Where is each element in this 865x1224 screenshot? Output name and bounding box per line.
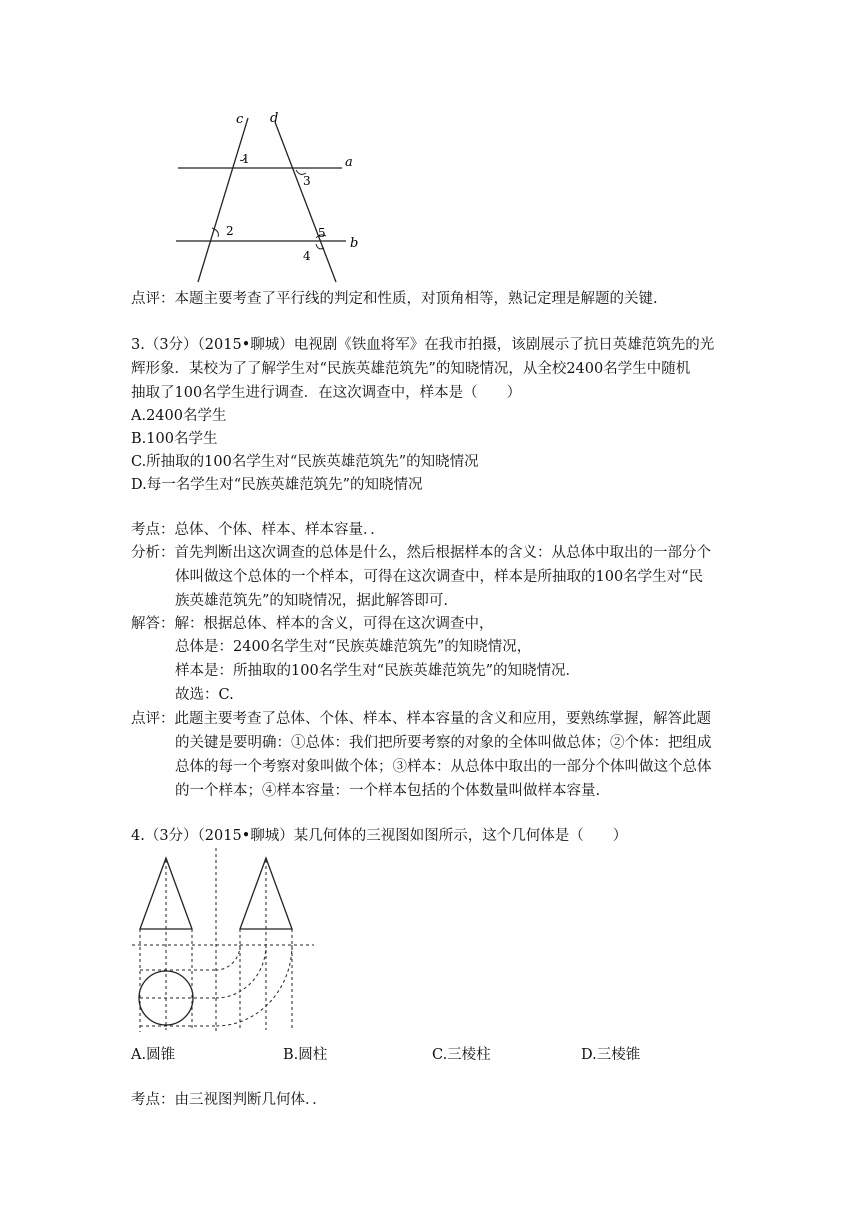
q3-jieda-4: 故选：C. <box>175 687 234 703</box>
parallel-lines-figure <box>170 104 370 288</box>
q3-option-c: C.所抽取的100名学生对“民族英雄范筑先”的知晓情况 <box>131 454 479 470</box>
q4-option-d: D.三棱锥 <box>581 1047 641 1063</box>
q4-option-b: B.圆柱 <box>283 1047 328 1063</box>
label-d: d <box>270 111 279 126</box>
q3-stem-1: 3.（3分）（2015•聊城）电视剧《铁血将军》在我市拍摄，该剧展示了抗日英雄范筑先的光 <box>131 337 715 353</box>
q4-stem: 4.（3分）（2015•聊城）某几何体的三视图如图所示，这个几何体是（ ） <box>131 828 628 844</box>
q3-fenxi-3: 族英雄范筑先”的知晓情况，据此解答即可. <box>175 593 449 609</box>
three-view-svg <box>128 844 318 1034</box>
label-2: 2 <box>226 224 234 238</box>
q3-option-d: D.每一名学生对“民族英雄范筑先”的知晓情况 <box>131 477 423 493</box>
label-a: a <box>345 155 353 170</box>
q3-option-b: B.100名学生 <box>131 431 218 447</box>
label-3: 3 <box>303 174 311 188</box>
label-1: 1 <box>242 152 250 166</box>
q3-stem-2: 辉形象．某校为了了解学生对“民族英雄范筑先”的知晓情况，从全校2400名学生中随机 <box>131 361 691 377</box>
label-b: b <box>350 236 359 251</box>
q3-dianping-2: 的关键是要明确：①总体：我们把所要考察的对象的全体叫做总体；②个体：把组成 <box>175 735 712 751</box>
q4-kaodian: 考点：由三视图判断几何体．． <box>131 1092 327 1108</box>
q2-comment: 点评：本题主要考查了平行线的判定和性质，对顶角相等，熟记定理是解题的关键. <box>131 291 658 307</box>
q3-jieda-1: 解答：解：根据总体、样本的含义，可得在这次调查中， <box>131 616 494 632</box>
q3-fenxi-2: 体叫做这个总体的一个样本，可得在这次调查中，样本是所抽取的100名学生对“民 <box>175 569 704 585</box>
q3-dianping-4: 的一个样本；④样本容量：一个样本包括的个体数量叫做样本容量. <box>175 783 601 799</box>
q3-dianping-3: 总体的每一个考察对象叫做个体；③样本：从总体中取出的一部分个体叫做这个总体 <box>175 759 712 775</box>
parallel-lines-svg <box>170 104 370 288</box>
q3-jieda-2: 总体是：2400名学生对“民族英雄范筑先”的知晓情况， <box>175 639 532 655</box>
q3-option-a: A.2400名学生 <box>131 408 227 424</box>
line-c <box>198 118 248 282</box>
q3-kaodian: 考点：总体、个体、样本、样本容量．． <box>131 522 385 538</box>
q4-option-a: A.圆锥 <box>131 1047 176 1063</box>
label-5: 5 <box>318 226 326 240</box>
q3-fenxi-1: 分析：首先判断出这次调查的总体是什么，然后根据样本的含义：从总体中取出的一部分个 <box>131 545 711 561</box>
label-c: c <box>236 112 244 127</box>
three-view-figure <box>128 844 318 1034</box>
q3-stem-3: 抽取了100名学生进行调查．在这次调查中，样本是（ ） <box>131 385 522 401</box>
q3-dianping-1: 点评：此题主要考查了总体、个体、样本、样本容量的含义和应用，要熟练掌握，解答此题 <box>131 711 711 727</box>
label-4: 4 <box>303 249 311 263</box>
q3-jieda-3: 样本是：所抽取的100名学生对“民族英雄范筑先”的知晓情况． <box>175 663 580 679</box>
q4-option-c: C.三棱柱 <box>432 1047 491 1063</box>
